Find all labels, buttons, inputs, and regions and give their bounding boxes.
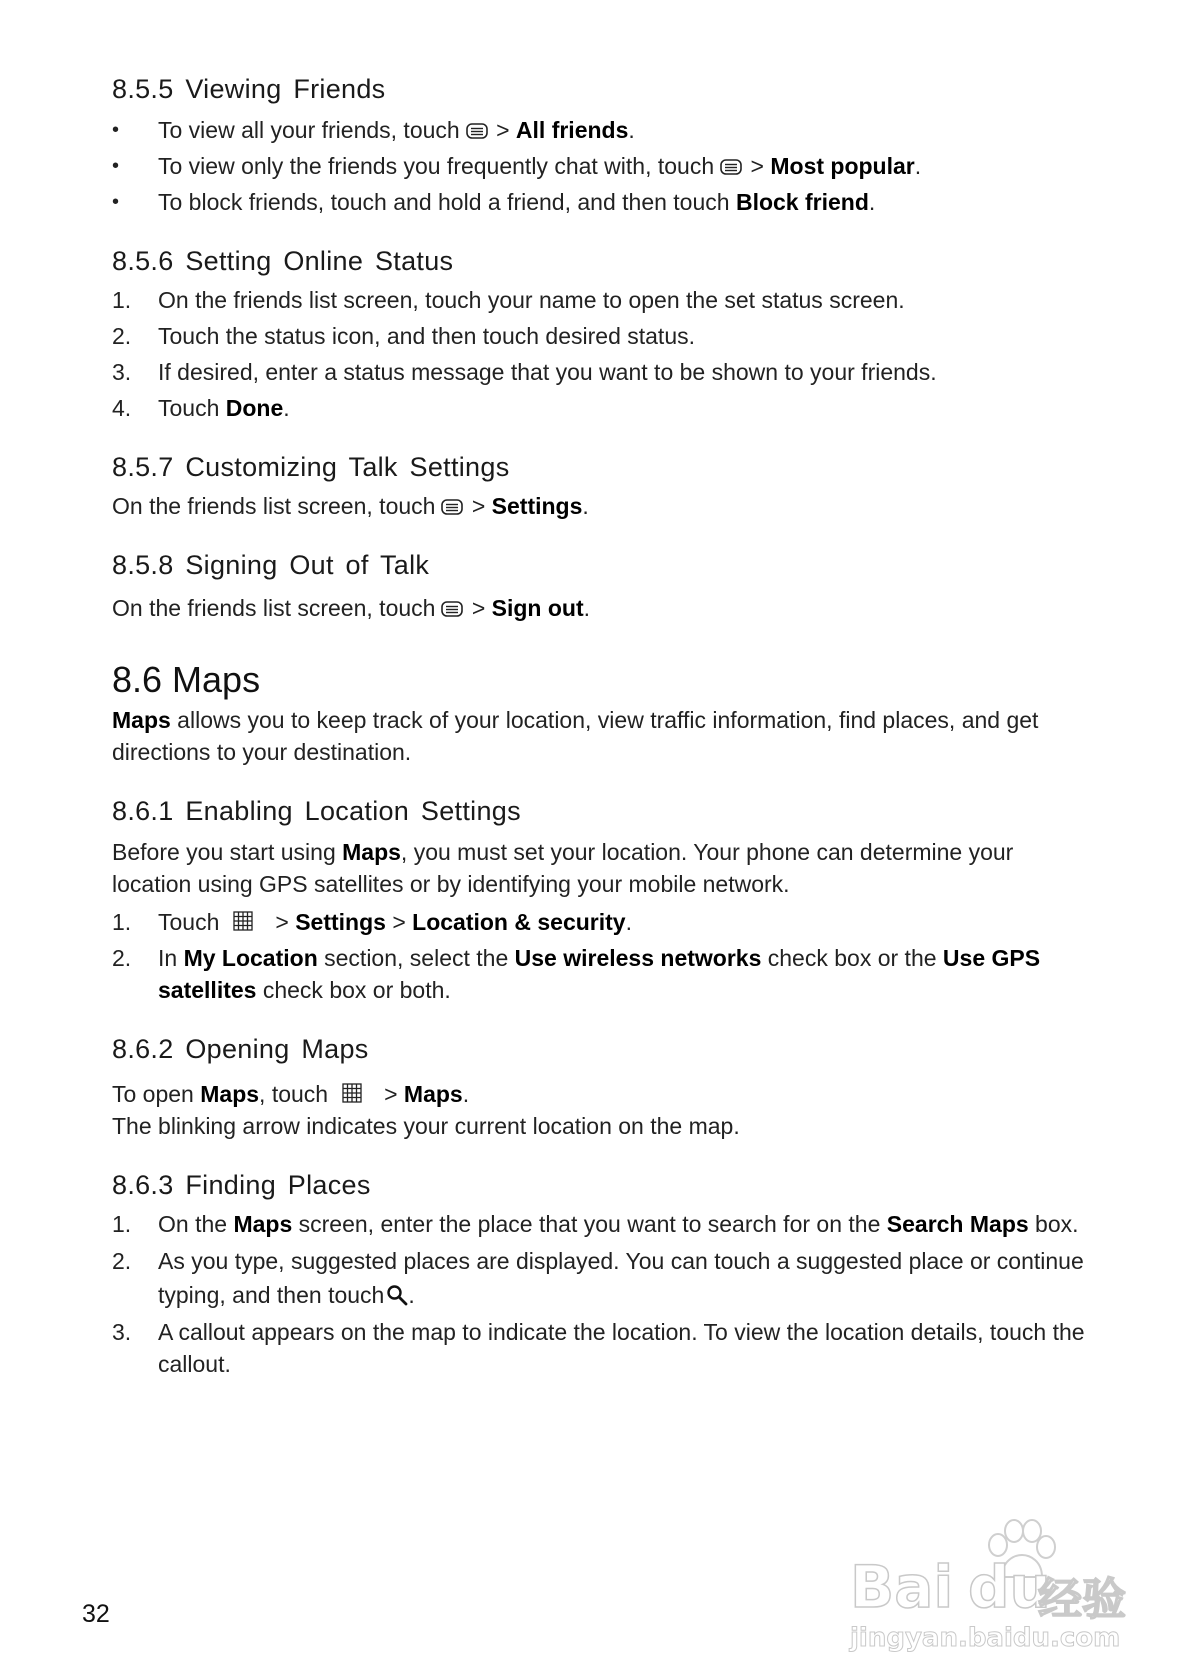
page-content	[112, 72, 1092, 1380]
maps-intro: Maps allows you to keep track of your location, view traffic information, find places, and get directions to your destination.	[112, 707, 1039, 765]
list-item: 1. On the Maps screen, enter the place that you want to search for on the Search Maps box.	[112, 1211, 1079, 1237]
signing-out-text: On the friends list screen, touch > Sign out.	[112, 595, 591, 621]
list-item: 2. Touch the status icon, and then touch desired status.	[112, 323, 696, 349]
all-friends-label: All friends	[515, 117, 629, 143]
viewing-friends-list	[112, 114, 1092, 218]
settings-label: Settings	[491, 493, 583, 519]
list-item: 2. As you type, suggested places are displayed. You can touch a suggested place or continue typing, and then touch .	[112, 1248, 1084, 1308]
app-grid-icon	[233, 911, 253, 931]
list-item: 3. A callout appears on the map to indicate the location. To view the location details, touch the callout.	[112, 1319, 1085, 1377]
list-item: 1. On the friends list screen, touch your name to open the set status screen.	[112, 287, 905, 313]
settings-label: Settings	[295, 909, 386, 935]
list-item: • To block friends, touch and hold a friend, and then touch Block friend.	[112, 186, 1092, 218]
heading-signing-out-of-talk: 8.5.8 Signing Out of Talk	[112, 550, 430, 580]
block-friend-label: Block friend	[735, 189, 869, 215]
list-item: 1. Touch > Settings > Location & security.	[112, 909, 632, 935]
heading-opening-maps: 8.6.2 Opening Maps	[112, 1034, 369, 1064]
list-item: 2. In My Location section, select the Use wireless networks check box or the Use GPS satellites check box or both.	[112, 945, 1041, 1003]
watermark-cn: 经验	[1038, 1574, 1126, 1625]
done-label: Done	[225, 395, 284, 421]
customizing-talk-text: On the friends list screen, touch > Settings.	[112, 493, 589, 519]
list-item: 3. If desired, enter a status message that you want to be shown to your friends.	[112, 359, 937, 385]
list-item: • To view only the friends you frequently chat with, touch > Most popular.	[112, 150, 1092, 182]
heading-maps: 8.6 Maps	[112, 659, 261, 700]
maps-label: Maps	[403, 1081, 463, 1107]
finding-places-steps	[112, 1208, 1092, 1380]
watermark-brand-du: du	[968, 1553, 1051, 1621]
watermark-url: jingyan.baidu.com	[850, 1623, 1121, 1653]
menu-icon	[720, 159, 742, 175]
location-security-label: Location & security	[412, 909, 626, 935]
list-item: • To view all your friends, touch > All friends.	[112, 114, 1092, 146]
heading-viewing-friends: 8.5.5 Viewing Friends	[112, 74, 386, 104]
heading-setting-online-status: 8.5.6 Setting Online Status	[112, 246, 454, 276]
opening-maps-text: To open Maps, touch > Maps. The blinking arrow indicates your current location on the map.	[112, 1081, 740, 1139]
most-popular-label: Most popular	[770, 153, 915, 179]
location-steps	[112, 906, 1092, 1006]
heading-enabling-location-settings: 8.6.1 Enabling Location Settings	[112, 796, 521, 826]
heading-customizing-talk-settings: 8.5.7 Customizing Talk Settings	[112, 452, 510, 482]
baidu-watermark	[850, 1515, 1150, 1655]
search-icon	[386, 1284, 408, 1306]
menu-icon	[466, 123, 488, 139]
online-status-steps	[112, 284, 1092, 424]
page-number: 32	[82, 1600, 110, 1628]
menu-icon	[441, 499, 463, 515]
watermark-brand: Bai	[850, 1553, 954, 1621]
sign-out-label: Sign out	[491, 595, 584, 621]
list-item: 4. Touch Done.	[112, 395, 290, 421]
heading-finding-places: 8.6.3 Finding Places	[112, 1170, 371, 1200]
location-intro: Before you start using Maps, you must set your location. Your phone can determine your location using GPS satellites or by identifying your mobile network.	[112, 839, 1014, 897]
search-maps-label: Search Maps	[886, 1211, 1029, 1237]
app-grid-icon	[342, 1083, 362, 1103]
menu-icon	[441, 601, 463, 617]
